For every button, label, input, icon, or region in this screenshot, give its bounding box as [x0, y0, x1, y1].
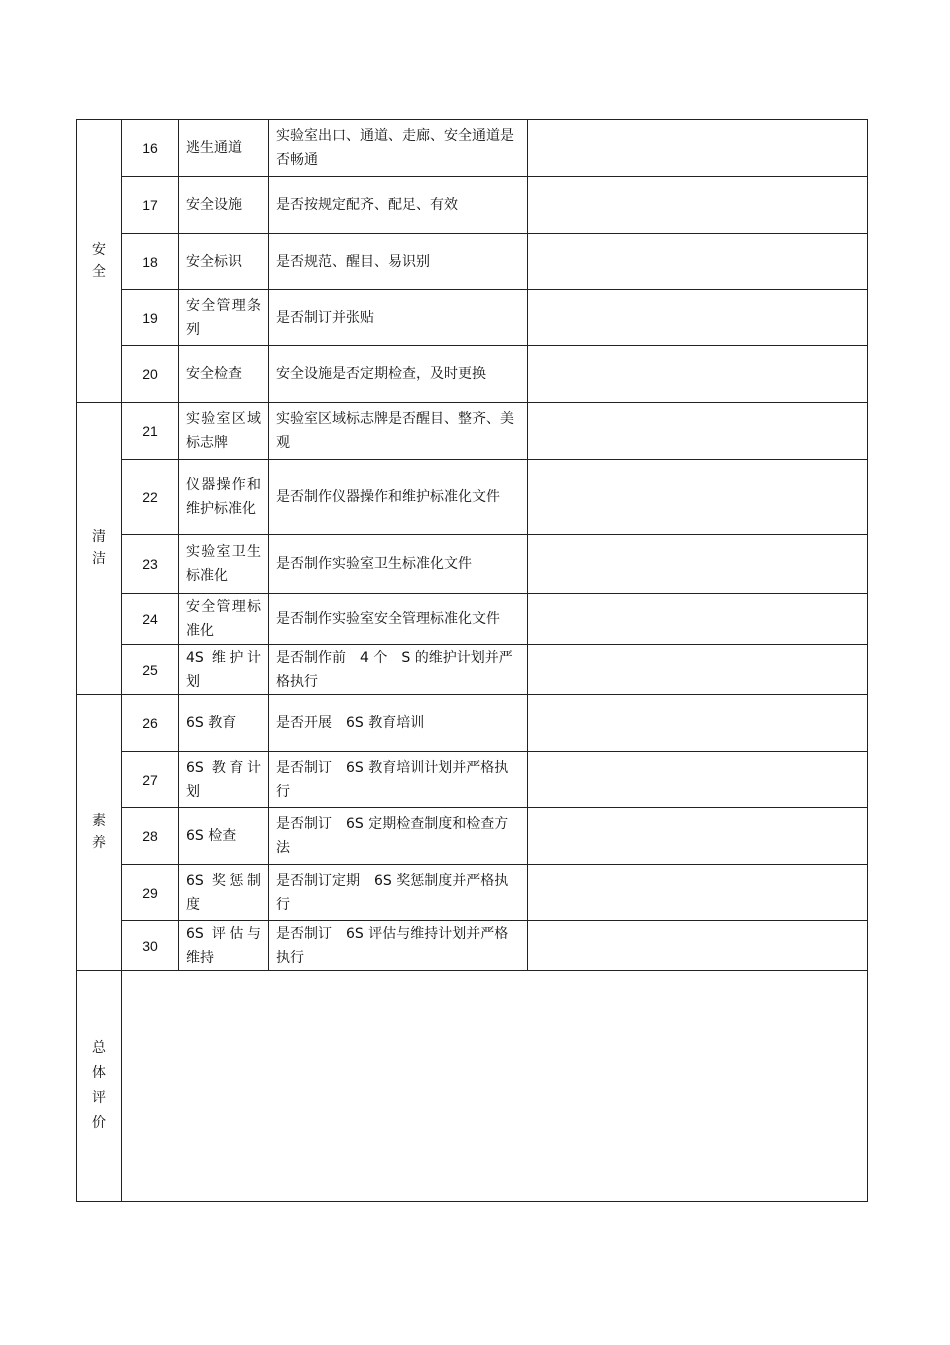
- table-row: [77, 535, 868, 594]
- evaluation-cell[interactable]: [528, 234, 868, 290]
- item-name: 6S 奖惩制度: [179, 865, 269, 921]
- item-name: 6S 教育: [179, 695, 269, 752]
- item-name: 安全管理条列: [179, 290, 269, 346]
- item-name: 6S 检查: [179, 808, 269, 865]
- item-standard: 是否制作实验室卫生标准化文件: [269, 535, 528, 594]
- category-label: 安全: [92, 241, 106, 280]
- item-name: 4S 维护计划: [179, 645, 269, 695]
- table-row: [77, 177, 868, 234]
- item-standard: 是否制订 6S 定期检查制度和检查方法: [269, 808, 528, 865]
- evaluation-cell[interactable]: [528, 177, 868, 234]
- row-number: 19: [122, 290, 179, 346]
- table-row: [77, 865, 868, 921]
- item-standard: 是否规范、醒目、易识别: [269, 234, 528, 290]
- item-standard: 是否制订定期 6S 奖惩制度并严格执行: [269, 865, 528, 921]
- evaluation-cell[interactable]: [528, 290, 868, 346]
- row-number: 29: [122, 865, 179, 921]
- table-row: [77, 594, 868, 645]
- category-cell: [77, 695, 122, 971]
- item-name: 6S 评估与维持: [179, 921, 269, 971]
- inspection-table: [76, 119, 868, 1202]
- item-standard: 实验室区域标志牌是否醒目、整齐、美观: [269, 403, 528, 460]
- row-number: 28: [122, 808, 179, 865]
- table-row: [77, 290, 868, 346]
- evaluation-cell[interactable]: [528, 645, 868, 695]
- row-number: 21: [122, 403, 179, 460]
- table-row: [77, 460, 868, 535]
- table-row: [77, 120, 868, 177]
- item-standard: 是否制作实验室安全管理标准化文件: [269, 594, 528, 645]
- table-row: [77, 346, 868, 403]
- row-number: 25: [122, 645, 179, 695]
- evaluation-cell[interactable]: [528, 865, 868, 921]
- row-number: 16: [122, 120, 179, 177]
- item-name: 仪器操作和维护标准化: [179, 460, 269, 535]
- summary-label: 总体评价: [92, 1040, 106, 1131]
- row-number: 20: [122, 346, 179, 403]
- item-standard: 是否制订 6S 评估与维持计划并严格执行: [269, 921, 528, 971]
- item-standard: 安全设施是否定期检查，及时更换: [269, 346, 528, 403]
- item-standard: 实验室出口、通道、走廊、安全通道是否畅通: [269, 120, 528, 177]
- item-standard: 是否制作仪器操作和维护标准化文件: [269, 460, 528, 535]
- category-cell: [77, 120, 122, 403]
- summary-content[interactable]: [122, 971, 868, 1202]
- item-name: 逃生通道: [179, 120, 269, 177]
- category-cell: [77, 403, 122, 695]
- evaluation-cell[interactable]: [528, 460, 868, 535]
- item-name: 6S 教育计划: [179, 752, 269, 808]
- evaluation-cell[interactable]: [528, 346, 868, 403]
- row-number: 27: [122, 752, 179, 808]
- table-row: [77, 645, 868, 695]
- item-standard: 是否制作前 4 个 S 的维护计划并严格执行: [269, 645, 528, 695]
- evaluation-cell[interactable]: [528, 535, 868, 594]
- row-number: 22: [122, 460, 179, 535]
- row-number: 26: [122, 695, 179, 752]
- evaluation-cell[interactable]: [528, 921, 868, 971]
- item-standard: 是否按规定配齐、配足、有效: [269, 177, 528, 234]
- item-standard: 是否制订并张贴: [269, 290, 528, 346]
- evaluation-cell[interactable]: [528, 752, 868, 808]
- row-number: 23: [122, 535, 179, 594]
- summary-label-cell: [77, 971, 122, 1202]
- evaluation-cell[interactable]: [528, 594, 868, 645]
- item-name: 安全管理标准化: [179, 594, 269, 645]
- item-standard: 是否制订 6S 教育培训计划并严格执行: [269, 752, 528, 808]
- table-row: [77, 695, 868, 752]
- item-name: 安全检查: [179, 346, 269, 403]
- table-row: [77, 234, 868, 290]
- item-name: 安全设施: [179, 177, 269, 234]
- row-number: 30: [122, 921, 179, 971]
- table-row: [77, 921, 868, 971]
- item-name: 安全标识: [179, 234, 269, 290]
- row-number: 24: [122, 594, 179, 645]
- item-name: 实验室区域标志牌: [179, 403, 269, 460]
- category-label: 清洁: [92, 529, 106, 567]
- table-row: [77, 752, 868, 808]
- category-label: 素养: [92, 813, 106, 851]
- evaluation-cell[interactable]: [528, 808, 868, 865]
- evaluation-cell[interactable]: [528, 695, 868, 752]
- row-number: 18: [122, 234, 179, 290]
- table-row: [77, 808, 868, 865]
- item-name: 实验室卫生标准化: [179, 535, 269, 594]
- row-number: 17: [122, 177, 179, 234]
- item-standard: 是否开展 6S 教育培训: [269, 695, 528, 752]
- evaluation-cell[interactable]: [528, 403, 868, 460]
- evaluation-cell[interactable]: [528, 120, 868, 177]
- table-row: [77, 403, 868, 460]
- summary-row: [77, 971, 868, 1202]
